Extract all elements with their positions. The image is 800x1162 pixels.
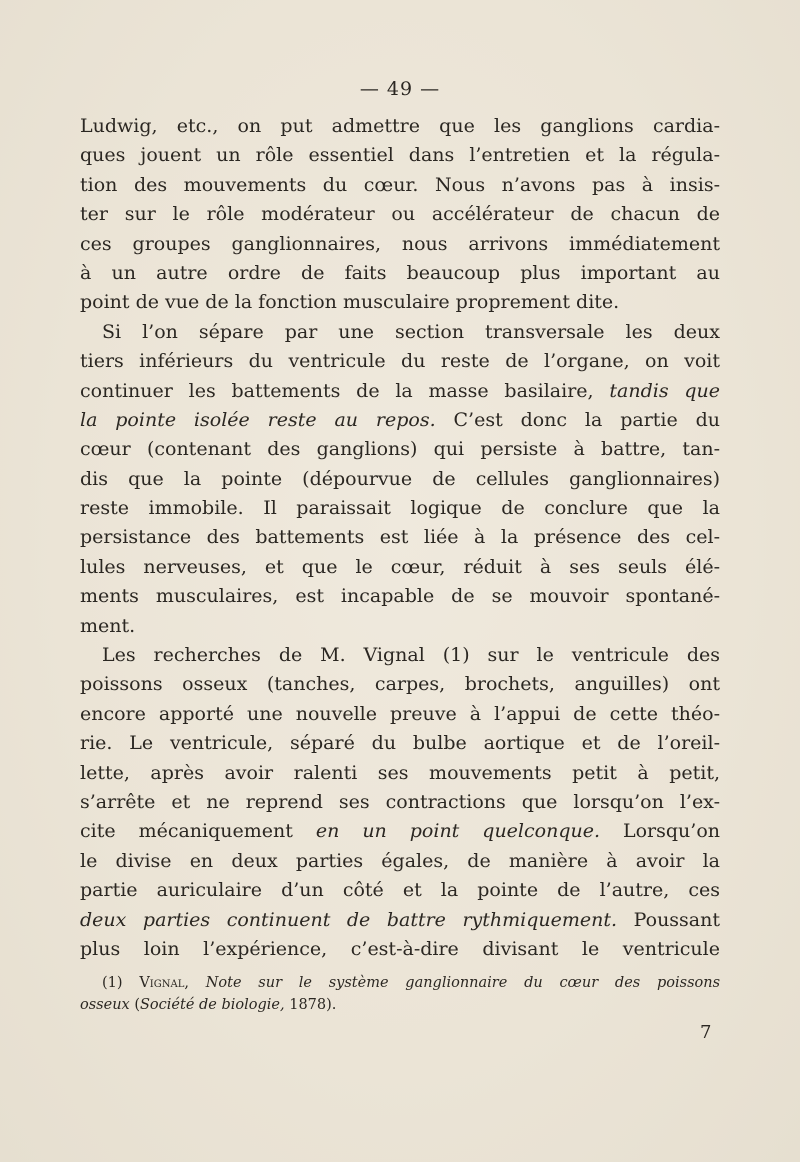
text-line: ments musculaires, est incapable de se mouvoir spontané- bbox=[80, 585, 720, 608]
italic-segment: en un point quelconque. bbox=[315, 820, 601, 843]
paragraph-start-line: Si l’on sépare par une section transversale les deux bbox=[102, 320, 720, 343]
body-text bbox=[80, 112, 720, 964]
text-line: plus loin l’expérience, c’est-à-dire divisant le ventricule bbox=[80, 937, 720, 960]
text-segment: C’est donc la partie du bbox=[453, 408, 720, 431]
italic-segment: tandis que bbox=[609, 379, 720, 402]
text-line: poissons osseux (tanches, carpes, brochets, anguilles) ont bbox=[80, 673, 720, 696]
italic-segment: deux parties continuent de battre rythmiquement. bbox=[80, 908, 618, 931]
italic-segment: la pointe isolée reste au repos. bbox=[80, 408, 436, 431]
text-segment: Lorsqu’on bbox=[623, 820, 720, 843]
footnote-marker: (1) bbox=[102, 975, 123, 991]
text-line: tion des mouvements du cœur. Nous n’avons pas à insis- bbox=[80, 173, 720, 196]
text-line: ment. bbox=[80, 614, 136, 637]
text-line: s’arrête et ne reprend ses contractions que lorsqu’on l’ex- bbox=[80, 790, 720, 813]
text-line: rie. Le ventricule, séparé du bulbe aortique et de l’oreil- bbox=[80, 732, 720, 755]
text-line: partie auriculaire d’un côté et la pointe de l’autre, ces bbox=[80, 879, 720, 902]
footnote-source-year: 1878). bbox=[289, 997, 337, 1013]
text-segment: continuer les battements de la masse basilaire, bbox=[80, 379, 594, 402]
text-line: reste immobile. Il paraissait logique de conclure que la bbox=[80, 497, 720, 520]
footnote-title-cont: osseux bbox=[80, 997, 130, 1013]
text-line: tiers inférieurs du ventricule du reste de l’organe, on voit bbox=[80, 350, 720, 373]
text-line bbox=[80, 406, 720, 435]
text-line: lette, après avoir ralenti ses mouvements petit à petit, bbox=[80, 761, 720, 784]
text-line: le divise en deux parties égales, de manière à avoir la bbox=[80, 849, 720, 872]
text-line: dis que la pointe (dépourvue de cellules ganglionnaires) bbox=[80, 467, 720, 490]
footnote-line bbox=[80, 994, 720, 1016]
text-line bbox=[80, 906, 720, 935]
footnote-author: Vignal, bbox=[139, 975, 189, 991]
text-line: ter sur le rôle modérateur ou accélérateur de chacun de bbox=[80, 203, 720, 226]
text-line: encore apporté une nouvelle preuve à l’appui de cette théo- bbox=[80, 702, 720, 725]
footnote-source-open: ( bbox=[134, 997, 140, 1013]
footnote-title: Note sur le système ganglionnaire du cœur des poissons bbox=[205, 975, 720, 991]
text-line bbox=[80, 817, 720, 846]
text-line: point de vue de la fonction musculaire proprement dite. bbox=[80, 291, 620, 314]
footnote-source: Société de biologie, bbox=[140, 997, 285, 1013]
text-segment: Poussant bbox=[633, 908, 720, 931]
text-line: cœur (contenant des ganglions) qui persiste à battre, tan- bbox=[80, 438, 720, 461]
text-line: Ludwig, etc., on put admettre que les ganglions cardia- bbox=[80, 115, 720, 137]
text-segment: cite mécaniquement bbox=[80, 820, 293, 843]
text-line: à un autre ordre de faits beaucoup plus important au bbox=[80, 261, 720, 284]
footnote bbox=[80, 972, 720, 1016]
text-line: persistance des battements est liée à la présence des cel- bbox=[80, 526, 720, 549]
page-number-header: — 49 — bbox=[359, 78, 441, 100]
text-line: lules nerveuses, et que le cœur, réduit à ses seuls élé- bbox=[80, 555, 720, 578]
text-line: ces groupes ganglionnaires, nous arrivons immédiatement bbox=[80, 232, 720, 255]
text-line bbox=[80, 377, 720, 406]
signature-mark: 7 bbox=[700, 1022, 712, 1043]
footnote-line bbox=[80, 972, 720, 994]
text-line: ques jouent un rôle essentiel dans l’entretien et la régula- bbox=[80, 144, 720, 167]
paragraph-start-line: Les recherches de M. Vignal (1) sur le ventricule des bbox=[102, 644, 720, 667]
